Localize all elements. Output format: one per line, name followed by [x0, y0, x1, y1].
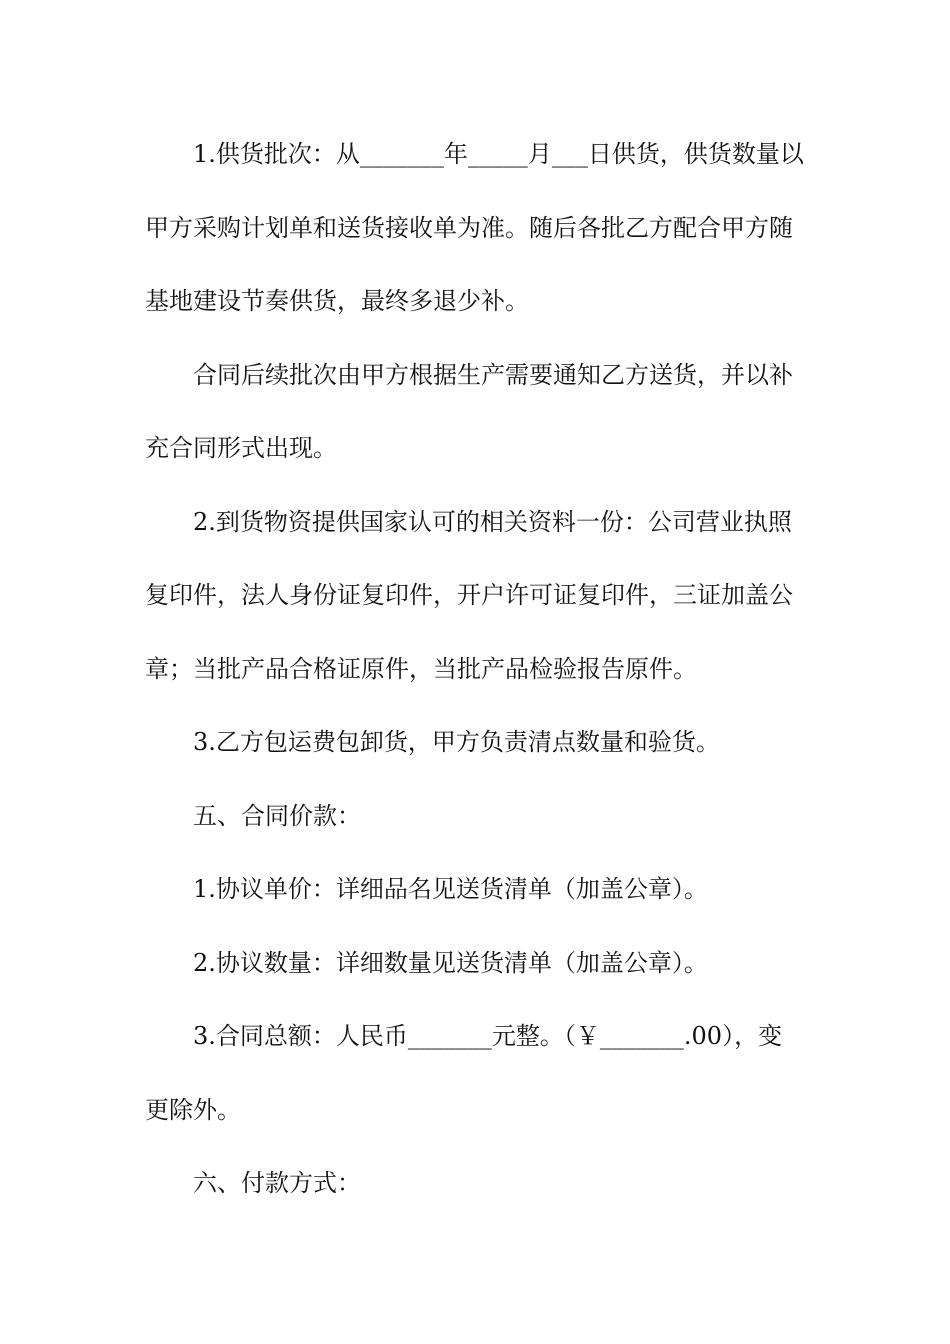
- section-heading-payment-method: [145, 1147, 805, 1221]
- paragraph-documents: [145, 486, 805, 707]
- document-page: [145, 118, 805, 1221]
- text-line: 2.协议数量：详细数量见送货清单（加盖公章）。: [193, 948, 708, 977]
- text-line: 充合同形式出现。: [145, 434, 337, 462]
- paragraph-delivery: [145, 706, 805, 780]
- text-line: 复印件，法人身份证复印件，开户许可证复印件，三证加盖公: [145, 581, 793, 609]
- text-line: 3.合同总额：人民币_______元整。（￥_______.00），变: [193, 1022, 783, 1050]
- text-line: 1.供货批次：从_______年_____月___日供货，供货数量以: [193, 140, 804, 168]
- text-line: 基地建设节奏供货，最终多退少补。: [145, 287, 529, 315]
- text-line: 合同后续批次由甲方根据生产需要通知乙方送货，并以补: [193, 360, 793, 389]
- text-line: 甲方采购计划单和送货接收单为准。随后各批乙方配合甲方随: [145, 213, 793, 242]
- text-line: 六、付款方式：: [193, 1169, 361, 1197]
- text-line: 更除外。: [145, 1095, 241, 1124]
- paragraph-follow-up-batches: [145, 339, 805, 486]
- paragraph-quantity: [145, 927, 805, 1001]
- paragraph-unit-price: [145, 853, 805, 927]
- section-heading-contract-price: [145, 780, 805, 854]
- paragraph-total-amount: [145, 1000, 805, 1147]
- text-line: 五、合同价款：: [193, 801, 361, 830]
- text-line: 1.协议单价：详细品名见送货清单（加盖公章）。: [193, 875, 708, 903]
- text-line: 2.到货物资提供国家认可的相关资料一份：公司营业执照: [193, 507, 792, 536]
- text-line: 3.乙方包运费包卸货，甲方负责清点数量和验货。: [193, 728, 720, 756]
- text-line: 章；当批产品合格证原件，当批产品检验报告原件。: [145, 654, 697, 683]
- paragraph-supply-batch: [145, 118, 805, 339]
